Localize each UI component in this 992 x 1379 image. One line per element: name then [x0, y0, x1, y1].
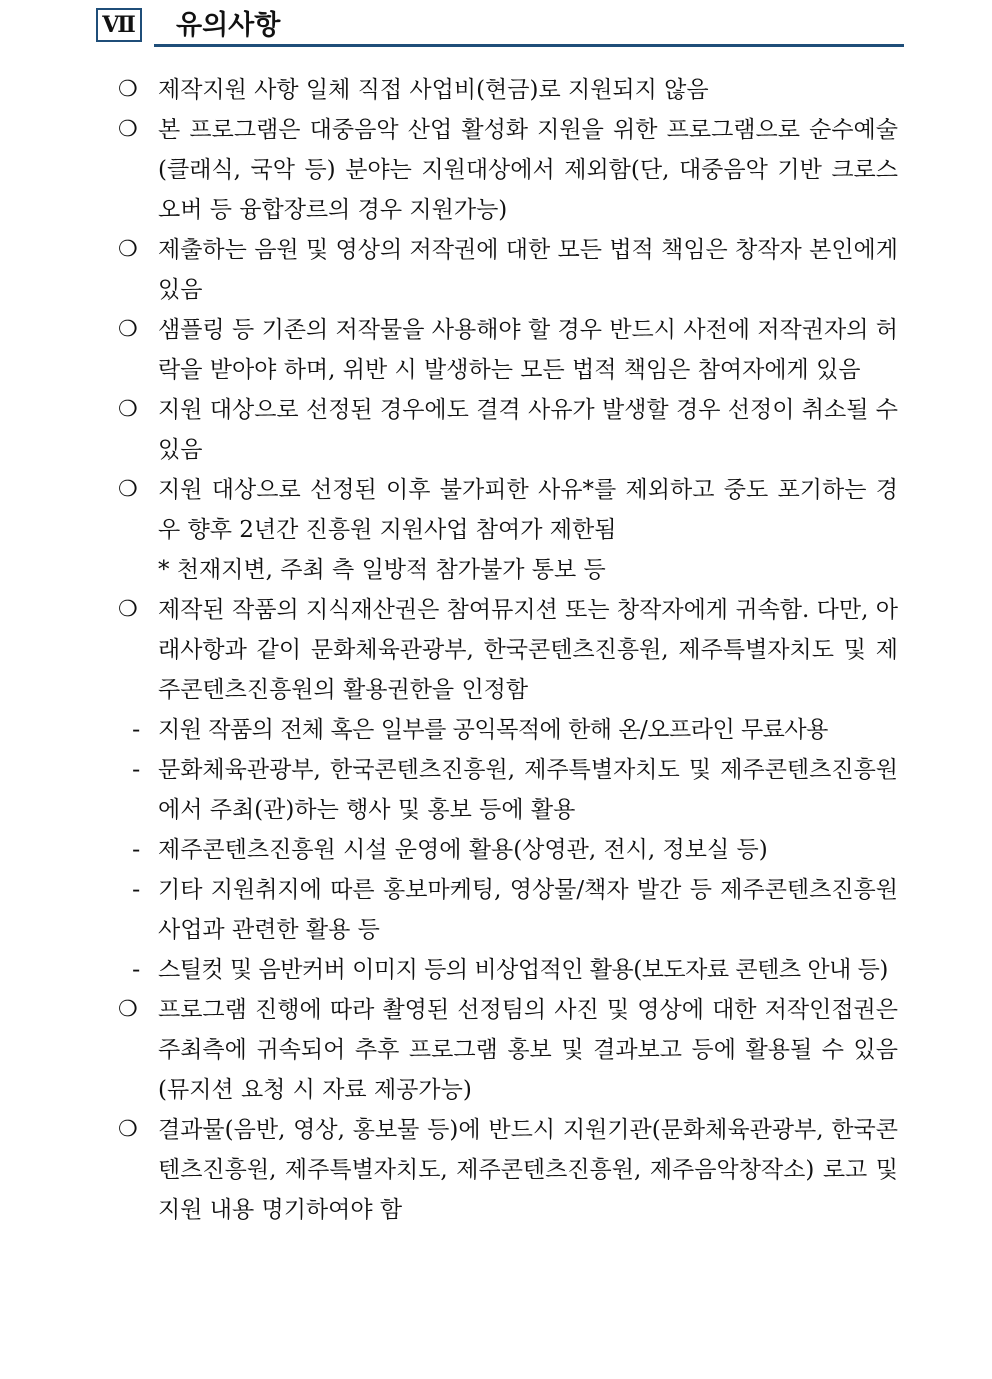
- header-rule: [154, 44, 904, 47]
- circle-bullet-icon: ❍: [118, 317, 138, 342]
- circle-bullet-icon: ❍: [118, 1117, 138, 1142]
- notice-text: 제출하는 음원 및 영상의 저작권에 대한 모든 법적 책임은 창작자 본인에게 있음: [158, 237, 898, 303]
- sub-item: [118, 710, 898, 750]
- notice-item: [118, 110, 898, 230]
- notice-item: [118, 230, 898, 310]
- footnote: * 천재지변, 주최 측 일방적 참가불가 통보 등: [158, 557, 606, 583]
- dash-bullet: -: [132, 877, 141, 903]
- sub-item-text: 기타 지원취지에 따른 홍보마케팅, 영상물/책자 발간 등 제주콘텐츠진흥원 사업과 관련한 활용 등: [158, 877, 898, 943]
- circle-bullet-icon: ❍: [118, 597, 138, 622]
- notice-item: [118, 470, 898, 550]
- dash-bullet: -: [132, 717, 141, 743]
- circle-bullet-icon: ❍: [118, 997, 138, 1022]
- notice-list: [118, 70, 898, 1230]
- dash-bullet: -: [132, 957, 141, 983]
- circle-bullet-icon: ❍: [118, 397, 138, 422]
- notice-text: 샘플링 등 기존의 저작물을 사용해야 할 경우 반드시 사전에 저작권자의 허락을 받아야 하며, 위반 시 발생하는 모든 법적 책임은 참여자에게 있음: [158, 317, 898, 383]
- dash-bullet: -: [132, 837, 141, 863]
- notice-text: 지원 대상으로 선정된 경우에도 결격 사유가 발생할 경우 선정이 취소될 수 있음: [158, 397, 898, 463]
- circle-bullet-icon: ❍: [118, 477, 138, 502]
- section-number-box: [96, 8, 142, 42]
- sub-item: [118, 750, 898, 830]
- dash-bullet: -: [132, 757, 141, 783]
- notice-text: 결과물(음반, 영상, 홍보물 등)에 반드시 지원기관(문화체육관광부, 한국콘텐츠진흥원, 제주특별자치도, 제주콘텐츠진흥원, 제주음악창작소) 로고 및 지원 내용 명기하여야 함: [158, 1117, 898, 1223]
- notice-item: [118, 590, 898, 710]
- notice-item: [118, 1110, 898, 1230]
- sub-item: [118, 950, 898, 990]
- sub-item-text: 지원 작품의 전체 혹은 일부를 공익목적에 한해 온/오프라인 무료사용: [158, 717, 828, 743]
- notice-text: 본 프로그램은 대중음악 산업 활성화 지원을 위한 프로그램으로 순수예술(클래식, 국악 등) 분야는 지원대상에서 제외함(단, 대중음악 기반 크로스오버 등 융합장르의 경우 지원가능): [158, 117, 898, 223]
- sub-item-text: 문화체육관광부, 한국콘텐츠진흥원, 제주특별자치도 및 제주콘텐츠진흥원에서 주최(관)하는 행사 및 홍보 등에 활용: [158, 757, 898, 823]
- sub-item-text: 제주콘텐츠진흥원 시설 운영에 활용(상영관, 전시, 정보실 등): [158, 837, 768, 863]
- section-header: [96, 8, 904, 48]
- notice-text: 제작지원 사항 일체 직접 사업비(현금)로 지원되지 않음: [158, 77, 709, 103]
- section-title: 유의사항: [176, 10, 281, 41]
- notice-text: 지원 대상으로 선정된 이후 불가피한 사유*를 제외하고 중도 포기하는 경우 향후 2년간 진흥원 지원사업 참여가 제한됨: [158, 477, 898, 543]
- circle-bullet-icon: ❍: [118, 117, 138, 142]
- notice-text: 제작된 작품의 지식재산권은 참여뮤지션 또는 창작자에게 귀속함. 다만, 아래사항과 같이 문화체육관광부, 한국콘텐츠진흥원, 제주특별자치도 및 제주콘텐츠진흥원의 활용권한을 인정함: [158, 597, 898, 703]
- notice-text: 프로그램 진행에 따라 촬영된 선정팀의 사진 및 영상에 대한 저작인접권은 주최측에 귀속되어 추후 프로그램 홍보 및 결과보고 등에 활용될 수 있음(뮤지션 요청 시 자료 제공가능): [158, 997, 898, 1103]
- notice-item: [118, 390, 898, 470]
- notice-item: [118, 990, 898, 1110]
- notice-item: [118, 70, 898, 110]
- sub-item: [118, 870, 898, 950]
- sub-item: [118, 830, 898, 870]
- circle-bullet-icon: ❍: [118, 77, 138, 102]
- sub-item-text: 스틸컷 및 음반커버 이미지 등의 비상업적인 활용(보도자료 콘텐츠 안내 등): [158, 957, 888, 983]
- section-number: Ⅶ: [102, 12, 136, 37]
- circle-bullet-icon: ❍: [118, 237, 138, 262]
- notice-item: [118, 310, 898, 390]
